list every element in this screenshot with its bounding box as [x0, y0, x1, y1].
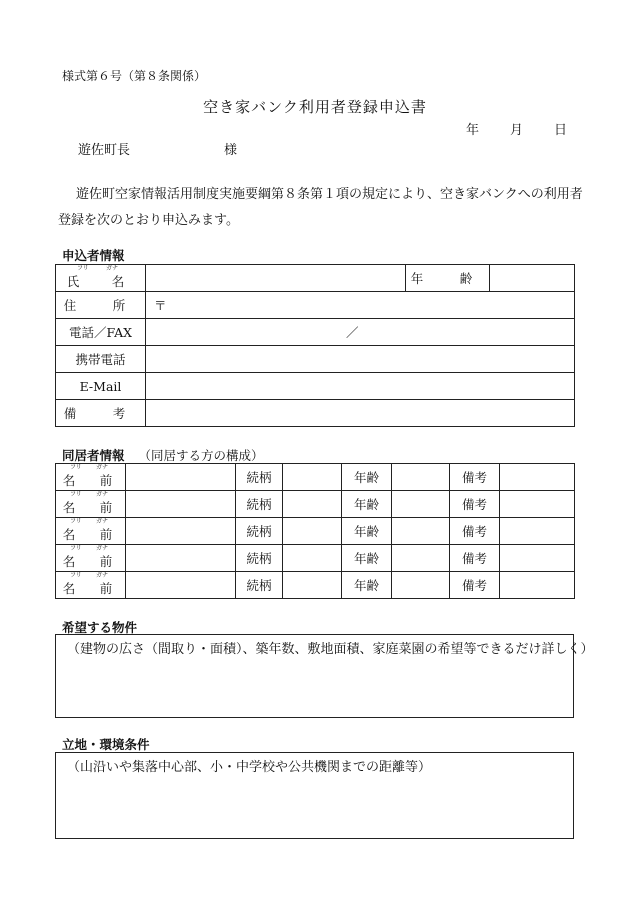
household-age-label: 年齢 — [342, 464, 392, 491]
form-number: 様式第６号（第８条関係） — [62, 69, 207, 83]
household-name-field[interactable] — [126, 545, 236, 572]
page-title: 空き家バンク利用者登録申込書 — [203, 98, 427, 116]
household-subheading: （同居する方の構成） — [138, 448, 264, 463]
address-label: 住 所 — [56, 292, 146, 319]
household-name-label: フリ ガナ 名 前 — [56, 518, 126, 545]
furigana-gana: ガナ — [96, 572, 109, 579]
addressee: 遊佐町長 — [78, 143, 131, 158]
household-remarks-label: 備考 — [450, 518, 500, 545]
household-name-field[interactable] — [126, 518, 236, 545]
age-field[interactable] — [490, 265, 575, 292]
intro-text: 遊佐町空家情報活用制度実施要綱第８条第１項の規定により、空き家バンクへの利用者登録を次のとおり申込みます。 — [58, 187, 583, 228]
household-age-label: 年齢 — [342, 518, 392, 545]
household-remarks-field[interactable] — [500, 491, 575, 518]
household-relation-field[interactable] — [283, 572, 342, 599]
household-heading: 同居者情報 （同居する方の構成） — [62, 448, 264, 463]
household-remarks-field[interactable] — [500, 464, 575, 491]
household-age-field[interactable] — [392, 518, 450, 545]
household-relation-label: 続柄 — [236, 464, 283, 491]
furigana-gana: ガナ — [96, 491, 109, 498]
household-relation-label: 続柄 — [236, 491, 283, 518]
household-relation-label: 続柄 — [236, 545, 283, 572]
furigana-fu: フリ — [70, 491, 82, 498]
desired-property-box[interactable] — [55, 634, 594, 718]
name-field[interactable] — [146, 265, 406, 292]
household-age-label: 年齢 — [342, 491, 392, 518]
household-relation-field[interactable] — [283, 518, 342, 545]
furigana-gana: ガナ — [106, 265, 119, 272]
address-field[interactable] — [146, 292, 575, 319]
household-name-label: フリ ガナ 名 前 — [56, 464, 126, 491]
household-age-field[interactable] — [392, 572, 450, 599]
household-name-field[interactable] — [126, 464, 236, 491]
date-day-label: 日 — [554, 123, 568, 138]
remarks-field[interactable] — [146, 400, 575, 427]
desired-property-note: （建物の広さ（間取り・面積）、築年数、敷地面積、家庭菜園の希望等できるだけ詳しく） — [67, 642, 594, 657]
household-age-label: 年齢 — [342, 545, 392, 572]
household-age-label: 年齢 — [342, 572, 392, 599]
remarks-label: 備 考 — [56, 400, 146, 427]
household-row — [56, 572, 575, 599]
household-remarks-label: 備考 — [450, 572, 500, 599]
postal-mark: 〒 — [154, 298, 167, 313]
age-label: 年 齢 — [406, 265, 490, 292]
household-remarks-label: 備考 — [450, 545, 500, 572]
furigana-gana: ガナ — [96, 464, 109, 471]
email-field[interactable] — [146, 373, 575, 400]
mobile-field[interactable] — [146, 346, 575, 373]
email-label: E-Mail — [56, 373, 146, 400]
mobile-label: 携帯電話 — [56, 346, 146, 373]
household-name-label: フリ ガナ 名 前 — [56, 545, 126, 572]
household-relation-label: 続柄 — [236, 518, 283, 545]
household-name-label: フリ ガナ 名 前 — [56, 572, 126, 599]
phone-fax-field[interactable] — [146, 319, 575, 346]
desired-property-heading: 希望する物件 — [62, 620, 138, 635]
furigana-fu: フリ — [70, 464, 82, 471]
household-remarks-label: 備考 — [450, 491, 500, 518]
date-month-label: 月 — [510, 123, 524, 138]
location-note: （山沿いや集落中心部、小・中学校や公共機関までの距離等） — [67, 760, 432, 775]
household-age-field[interactable] — [392, 545, 450, 572]
household-age-field[interactable] — [392, 491, 450, 518]
name-label: 氏 名 — [66, 273, 135, 289]
household-row — [56, 464, 575, 491]
household-remarks-field[interactable] — [500, 545, 575, 572]
household-remarks-field[interactable] — [500, 518, 575, 545]
phone-fax-label: 電話／FAX — [56, 319, 146, 346]
household-name-field[interactable] — [126, 572, 236, 599]
applicant-table — [55, 264, 575, 427]
honorific: 様 — [224, 143, 238, 158]
household-relation-field[interactable] — [283, 491, 342, 518]
household-row — [56, 491, 575, 518]
household-name-field[interactable] — [126, 491, 236, 518]
furigana-fu: フリ — [70, 572, 82, 579]
household-age-field[interactable] — [392, 464, 450, 491]
name-label-cell — [56, 265, 146, 292]
furigana-fu: フリ — [77, 265, 89, 272]
household-row — [56, 518, 575, 545]
household-relation-field[interactable] — [283, 545, 342, 572]
applicant-heading: 申込者情報 — [62, 248, 125, 263]
location-box[interactable] — [55, 752, 574, 839]
household-row — [56, 545, 575, 572]
household-table — [55, 463, 575, 599]
household-remarks-field[interactable] — [500, 572, 575, 599]
phone-fax-separator: ／ — [346, 325, 359, 340]
furigana-fu: フリ — [70, 518, 82, 525]
location-heading: 立地・環境条件 — [62, 737, 150, 752]
household-relation-field[interactable] — [283, 464, 342, 491]
date-year-label: 年 — [466, 123, 480, 138]
furigana-gana: ガナ — [96, 518, 109, 525]
household-relation-label: 続柄 — [236, 572, 283, 599]
date-row — [466, 119, 567, 138]
furigana-fu: フリ — [70, 545, 82, 552]
household-remarks-label: 備考 — [450, 464, 500, 491]
furigana-gana: ガナ — [96, 545, 109, 552]
household-name-label: フリ ガナ 名 前 — [56, 491, 126, 518]
